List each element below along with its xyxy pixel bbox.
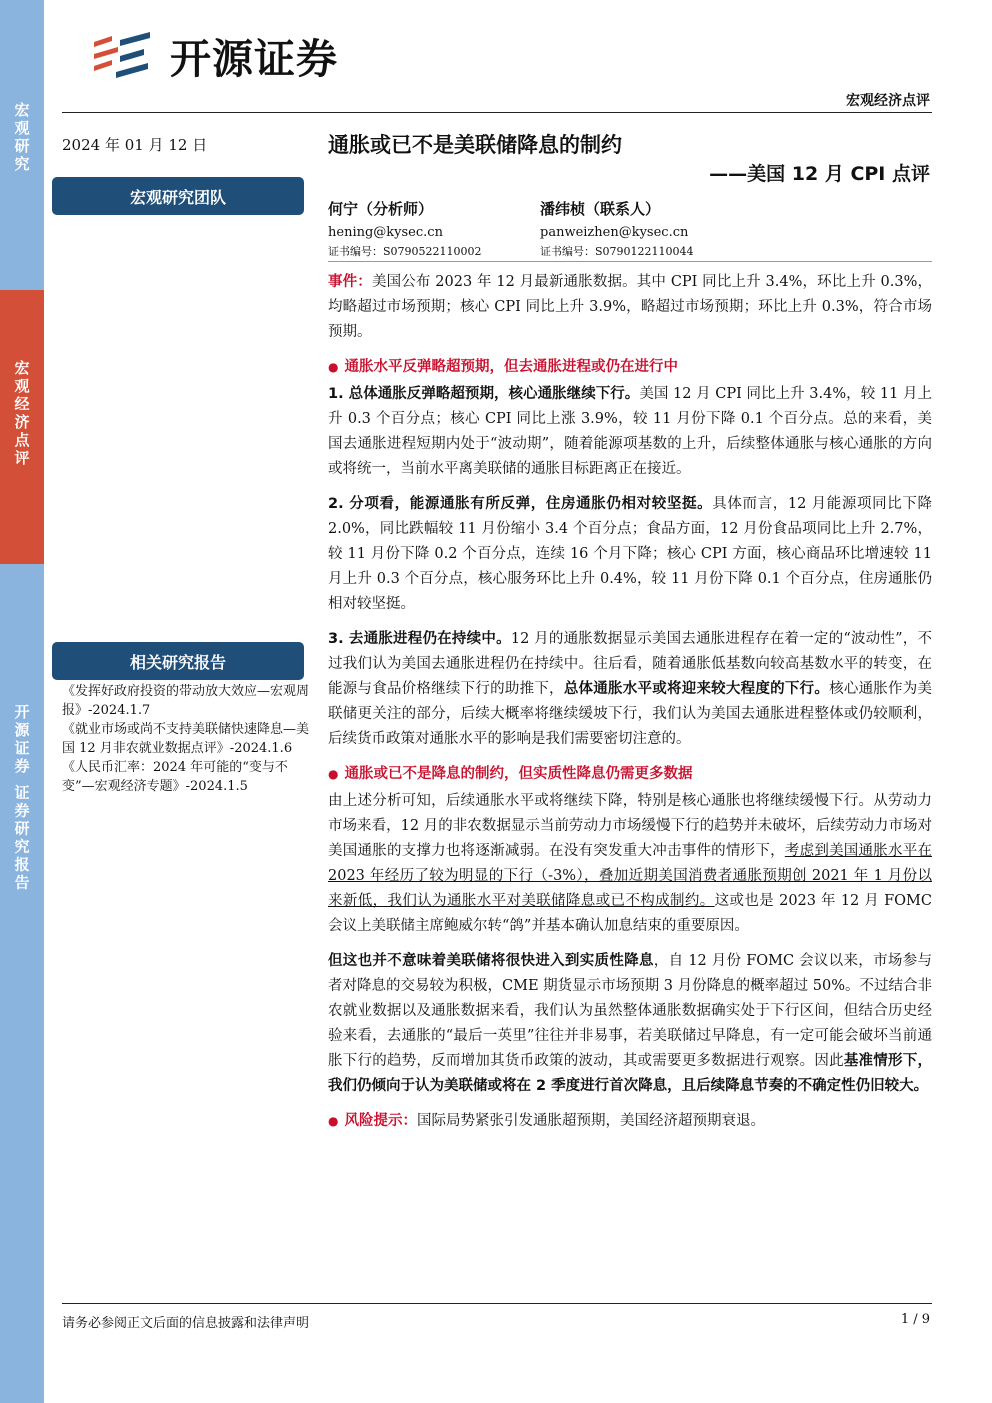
risk-label: 风险提示： <box>344 1113 417 1129</box>
related-reports-label: 相关研究报告 <box>52 642 304 680</box>
author-cert: 证书编号：S0790522110002 <box>328 245 482 258</box>
author-cert: 证书编号：S0790122110044 <box>540 245 694 258</box>
sidebar-top: 宏观研究 <box>0 0 44 290</box>
doc-type: 宏观经济点评 <box>846 93 930 109</box>
paragraph-5: 但这也并不意味着美联储将很快进入到实质性降息，自 12 月份 FOMC 会议以来，市场参与者对降息的交易较为积极，CME 期货显示市场预期 3 月份降息的概率超过 50%。不过结合非农就业数据以及通胀数据来看，我们认为虽然整体通胀数据确实处于下行区间，但结合历史经验来看，去通胀的“最后一英里”往往并非易事，若美联储过早降息，有一定可能会破坏当前通胀下行的趋势，反而增加其货币政策的波动，其或需要更多数据进行观察。因此基准情形下，我们仍倾向于认为美联储或将在 2 季度进行首次降息，且后续降息节奏的不确定性仍旧较大。 <box>328 953 933 1094</box>
section-heading-2: ● 通胀或已不是降息的制约，但实质性降息仍需更多数据 <box>328 766 693 782</box>
bullet-icon: ● <box>328 1114 339 1128</box>
page-number: 1 / 9 <box>900 1312 930 1327</box>
logo-mark-icon <box>90 28 158 84</box>
author-name: 潘纬桢（联系人） <box>540 200 661 218</box>
related-reports-list <box>62 682 316 796</box>
footer-divider <box>62 1303 932 1304</box>
author-2 <box>540 198 694 259</box>
risk-paragraph: ● 风险提示：国际局势紧张引发通胀超预期，美国经济超预期衰退。 <box>328 1113 765 1129</box>
company-logo <box>90 26 338 85</box>
author-email[interactable]: panweizhen@kysec.cn <box>540 225 689 240</box>
related-report-item[interactable]: 《发挥好政府投资的带动放大效应—宏观周报》-2024.1.7 <box>62 684 310 718</box>
page-title: 通胀或已不是美联储降息的制约 <box>328 133 622 157</box>
paragraph-4: 由上述分析可知，后续通胀水平或将继续下降，特别是核心通胀也将继续缓慢下行。从劳动力市场来看，12 月的非农数据显示当前劳动力市场缓慢下行的趋势并未破坏，后续劳动力市场对美国通胀的支撑力也将逐渐减弱。在没有突发重大冲击事件的情形下，考虑到美国通胀水平在 2023 年经历了较为明显的下行（-3%），叠加近期美国消费者通胀预期创 2021 年 1 月份以来新低，我们认为通胀水平对美联储降息或已不构成制约。这或也是 2023 年 12 月 FOMC 会议上美联储主席鲍威尔转“鸽”并基本确认加息结束的重要原因。 <box>328 793 933 934</box>
report-body <box>328 270 932 1144</box>
sidebar-bottom: 开源证券 证券研究报告 <box>0 564 44 1403</box>
paragraph-2: 2. 分项看，能源通胀有所反弹，住房通胀仍相对较坚挺。具体而言，12 月能源项同比下降 2.0%，同比跌幅较 11 月份缩小 3.4 个百分点；食品方面，12 月份食品项同比上升 2.7%，较 11 月份下降 0.2 个百分点，连续 16 个月下降；核心 CPI 方面，核心商品环比增速较 11 月上升 0.3 个百分点，核心服务环比上升 0.4%，较 11 月份下降 0.1 个百分点，住房通胀仍相对较坚挺。 <box>328 496 932 612</box>
header-divider <box>62 112 932 113</box>
footer-disclaimer: 请务必参阅正文后面的信息披露和法律声明 <box>62 1316 310 1331</box>
event-label: 事件： <box>328 274 372 290</box>
section-heading-1: ● 通胀水平反弹略超预期，但去通胀进程或仍在进行中 <box>328 359 678 375</box>
paragraph-3: 3. 去通胀进程仍在持续中。12 月的通胀数据显示美国去通胀进程存在着一定的“波动性”，不过我们认为美国去通胀进程仍在持续中。往后看，随着通胀低基数向较高基数水平的转变，在能源与食品价格继续下行的助推下，总体通胀水平或将迎来较大程度的下行。核心通胀作为美联储更关注的部分，后续大概率将继续缓坡下行，我们认为美国去通胀进程整体或仍较顺利，后续货币政策对通胀水平的影响是我们需要密切注意的。 <box>328 631 933 747</box>
event-paragraph: 事件：美国公布 2023 年 12 月最新通胀数据。其中 CPI 同比上升 3.4%，环比上升 0.3%，均略超过市场预期；核心 CPI 同比上升 3.9%，略超过市场预期；环比上升 0.3%，符合市场预期。 <box>328 274 932 340</box>
author-1 <box>328 198 482 259</box>
page-subtitle: ——美国 12 月 CPI 点评 <box>709 163 930 185</box>
related-report-item[interactable]: 《就业市场或尚不支持美联储快速降息—美国 12 月非农就业数据点评》-2024.1.6 <box>62 722 310 756</box>
bullet-icon: ● <box>328 767 339 781</box>
report-date: 2024 年 01 月 12 日 <box>62 136 208 154</box>
author-name: 何宁（分析师） <box>328 200 434 218</box>
related-report-item[interactable]: 《人民币汇率：2024 年可能的“变与不变”—宏观经济专题》-2024.1.5 <box>62 760 288 794</box>
author-email[interactable]: hening@kysec.cn <box>328 225 443 240</box>
author-divider <box>328 261 932 262</box>
bullet-icon: ● <box>328 360 339 374</box>
team-label: 宏观研究团队 <box>52 177 304 215</box>
sidebar-middle: 宏观经济点评 <box>0 290 44 564</box>
paragraph-1: 1. 总体通胀反弹略超预期，核心通胀继续下行。美国 12 月 CPI 同比上升 3.4%，较 11 月上升 0.3 个百分点；核心 CPI 同比上涨 3.9%，较 11 月份下降 0.1 个百分点。总的来看，美国去通胀进程短期内处于“波动期”，随着能源项基数的上升，后续整体通胀与核心通胀的方向或将统一，当前水平离美联储的通胀目标距离正在接近。 <box>328 386 932 477</box>
company-name: 开源证券 <box>170 35 338 83</box>
